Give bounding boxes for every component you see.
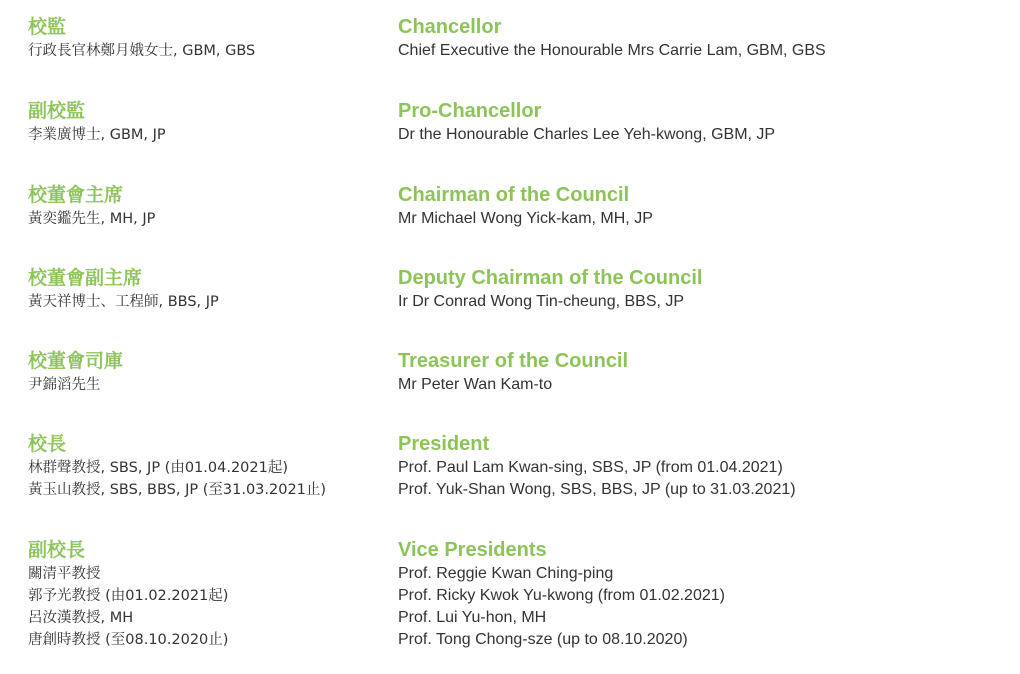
zh-section-title: 校長 — [28, 433, 67, 455]
en-section-title: Chancellor — [398, 16, 502, 38]
en-column — [398, 265, 998, 313]
en-name-line: Chief Executive the Honourable Mrs Carrie Lam, GBM, GBS — [398, 42, 826, 59]
zh-name-line: 黃玉山教授, SBS, BBS, JP (至31.03.2021止) — [28, 482, 327, 498]
en-section-title: Vice Presidents — [398, 539, 547, 561]
zh-name-line: 黃奕鑑先生, MH, JP — [28, 211, 156, 227]
en-column — [398, 182, 998, 230]
zh-section-title: 校董會司庫 — [28, 350, 124, 372]
en-section-title: Pro-Chancellor — [398, 100, 542, 122]
zh-name-line: 李業廣博士, GBM, JP — [28, 127, 166, 143]
zh-section-title: 校董會副主席 — [28, 267, 143, 289]
zh-name-line: 唐創時教授 (至08.10.2020止) — [28, 632, 229, 648]
en-name-line: Prof. Yuk-Shan Wong, SBS, BBS, JP (up to 31.03.2021) — [398, 481, 796, 498]
en-section-title: President — [398, 433, 490, 455]
en-name-line: Prof. Lui Yu-hon, MH — [398, 609, 547, 626]
zh-section-title: 校監 — [28, 16, 67, 38]
zh-name-line: 尹錦滔先生 — [28, 377, 101, 393]
en-section-title: Chairman of the Council — [398, 184, 630, 206]
zh-column — [28, 431, 388, 501]
en-column — [398, 98, 998, 146]
en-column — [398, 348, 998, 396]
zh-name-line: 林群聲教授, SBS, JP (由01.04.2021起) — [28, 460, 289, 476]
en-name-line: Dr the Honourable Charles Lee Yeh-kwong, GBM, JP — [398, 126, 776, 143]
en-name-line: Prof. Reggie Kwan Ching-ping — [398, 565, 614, 582]
zh-column — [28, 182, 388, 230]
zh-column — [28, 265, 388, 313]
en-name-line: Mr Peter Wan Kam-to — [398, 376, 553, 393]
en-name-line: Mr Michael Wong Yick-kam, MH, JP — [398, 210, 653, 227]
zh-section-title: 校董會主席 — [28, 184, 124, 206]
zh-column — [28, 98, 388, 146]
zh-name-line: 郭予光教授 (由01.02.2021起) — [28, 588, 229, 604]
en-section-title: Deputy Chairman of the Council — [398, 267, 703, 289]
en-column — [398, 14, 998, 62]
en-name-line: Prof. Paul Lam Kwan-sing, SBS, JP (from 01.04.2021) — [398, 459, 783, 476]
zh-column — [28, 537, 388, 651]
zh-name-line: 呂汝漢教授, MH — [28, 610, 134, 626]
zh-section-title: 副校監 — [28, 100, 86, 122]
zh-section-title: 副校長 — [28, 539, 86, 561]
zh-name-line: 行政長官林鄭月娥女士, GBM, GBS — [28, 43, 256, 59]
en-column — [398, 431, 998, 501]
en-name-line: Prof. Tong Chong-sze (up to 08.10.2020) — [398, 631, 688, 648]
en-column — [398, 537, 998, 651]
zh-column — [28, 14, 388, 62]
en-name-line: Ir Dr Conrad Wong Tin-cheung, BBS, JP — [398, 293, 685, 310]
en-name-line: Prof. Ricky Kwok Yu-kwong (from 01.02.2021) — [398, 587, 725, 604]
zh-name-line: 黃天祥博士、工程師, BBS, JP — [28, 294, 219, 310]
zh-name-line: 關清平教授 — [28, 566, 101, 582]
zh-column — [28, 348, 388, 396]
en-section-title: Treasurer of the Council — [398, 350, 629, 372]
